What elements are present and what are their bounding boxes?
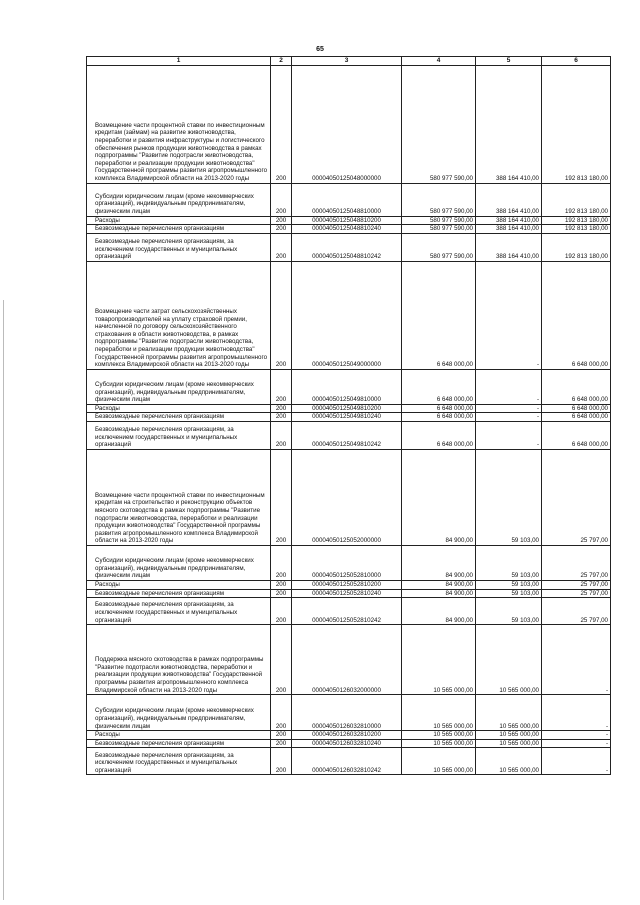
row-kbk: 00004050125048810240	[292, 225, 402, 234]
page-number: 65	[316, 46, 324, 53]
row-name-text: Безвозмездные перечисления организациям	[95, 739, 224, 747]
row-value-col5: 59 103,00	[476, 545, 542, 580]
row-kbk: 00004050125049000000	[292, 261, 402, 369]
row-name-text: Возмещение части процентной ставки по инвестиционным кредитам (займам) на развитие животноводства, переработки и развития инфраструктуры и логистического обеспечения рынков продукции животноводства в рамках подпрограммы "Развитие подотрасли животноводства, переработки и реализации продукции животноводства" Государственной программы развития агропромышленного комплекса Владимирской области на 2013-2020 годы	[95, 121, 268, 182]
row-name	[87, 404, 271, 413]
row-value-col4: 10 565 000,00	[402, 748, 476, 775]
row-value-col4: 580 977 590,00	[402, 65, 476, 183]
row-code: 200	[271, 413, 292, 422]
row-kbk: 00004050125049810000	[292, 369, 402, 404]
column-header-4: 4	[402, 57, 476, 66]
row-code: 200	[271, 261, 292, 369]
row-name-text: Безвозмездные перечисления организациям, за исключением государственных и муниципальных организаций	[95, 238, 238, 261]
column-header-5: 5	[476, 57, 542, 66]
table-row	[87, 233, 611, 261]
row-value-col6: 25 797,00	[542, 580, 611, 589]
row-value-col5: 10 565 000,00	[476, 731, 542, 740]
row-name-text: Поддержка мясного скотоводства в рамках подпрограммы "Развитие подотрасли животноводства, переработки и реализации продукции животноводства" Государственной программы развития агропромышленного комплекса Владимирской области на 2013-2020 годы	[95, 656, 264, 694]
table-row	[87, 598, 611, 625]
row-value-col5: 388 164 410,00	[476, 225, 542, 234]
row-name	[87, 216, 271, 225]
row-kbk: 00004050125048810200	[292, 216, 402, 225]
row-value-col4: 10 565 000,00	[402, 731, 476, 740]
row-name-text: Возмещение части затрат сельскохозяйственных товаропроизводителей на уплату страховой премии, начисленной по договору сельскохозяйственного страхования в области животноводства, в рамках подпрограммы "Развитие подотрасли животноводства, переработки и реализации продукции животноводства" Государственной программы развития агропромышленного комплекса Владимирской области на 2013-2020 годы	[95, 308, 268, 369]
row-value-col4: 580 977 590,00	[402, 216, 476, 225]
row-name	[87, 183, 271, 216]
row-value-col5: 10 565 000,00	[476, 625, 542, 695]
row-kbk: 00004050125049810242	[292, 421, 402, 449]
row-value-col4: 10 565 000,00	[402, 625, 476, 695]
row-name-text: Расходы	[95, 404, 120, 412]
row-value-col6: -	[542, 748, 611, 775]
row-kbk: 00004050126032810242	[292, 748, 402, 775]
row-name	[87, 421, 271, 449]
row-name-text: Безвозмездные перечисления организациям	[95, 589, 224, 597]
row-code: 200	[271, 449, 292, 545]
row-name-text: Безвозмездные перечисления организациям	[95, 225, 224, 233]
row-kbk: 00004050125052810000	[292, 545, 402, 580]
table-row	[87, 739, 611, 748]
row-value-col4: 10 565 000,00	[402, 739, 476, 748]
row-name-text: Безвозмездные перечисления организациям, за исключением государственных и муниципальных организаций	[95, 426, 238, 449]
row-code: 200	[271, 545, 292, 580]
row-name-text: Возмещение части процентной ставки по инвестиционным кредитам на строительство и реконструкцию объектов мясного скотоводства в рамках подпрограммы "Развитие подотрасли животноводства, переработки и реализации продукции животноводства" Государственной программы развития агропромышленного комплекса Владимирской области на 2013-2020 годы	[95, 491, 265, 545]
row-name-text: Расходы	[95, 580, 120, 588]
row-value-col6: 25 797,00	[542, 545, 611, 580]
row-code: 200	[271, 216, 292, 225]
row-value-col4: 580 977 590,00	[402, 183, 476, 216]
row-value-col4: 580 977 590,00	[402, 225, 476, 234]
table-row	[87, 545, 611, 580]
row-code: 200	[271, 731, 292, 740]
column-header-6: 6	[542, 57, 611, 66]
table-row	[87, 695, 611, 731]
row-value-col6: 192 813 180,00	[542, 183, 611, 216]
row-code: 200	[271, 183, 292, 216]
row-kbk: 00004050126032000000	[292, 625, 402, 695]
row-value-col5: 388 164 410,00	[476, 233, 542, 261]
row-kbk: 00004050125048810000	[292, 183, 402, 216]
row-name-text: Безвозмездные перечисления организациям	[95, 413, 224, 421]
row-value-col6: 6 648 000,00	[542, 369, 611, 404]
row-value-col5: 59 103,00	[476, 589, 542, 598]
row-name-text: Расходы	[95, 731, 120, 739]
row-value-col6: 25 797,00	[542, 449, 611, 545]
row-code: 200	[271, 369, 292, 404]
row-value-col5: 10 565 000,00	[476, 739, 542, 748]
row-code: 200	[271, 65, 292, 183]
row-name	[87, 65, 271, 183]
row-name	[87, 545, 271, 580]
row-value-col5: -	[476, 404, 542, 413]
row-name	[87, 233, 271, 261]
row-name	[87, 580, 271, 589]
table-row	[87, 589, 611, 598]
row-kbk: 00004050126032810000	[292, 695, 402, 731]
row-kbk: 00004050126032810240	[292, 739, 402, 748]
row-kbk: 00004050125049810200	[292, 404, 402, 413]
row-code: 200	[271, 404, 292, 413]
row-value-col4: 6 648 000,00	[402, 413, 476, 422]
row-value-col4: 84 900,00	[402, 589, 476, 598]
row-code: 200	[271, 580, 292, 589]
row-kbk: 00004050125052810240	[292, 589, 402, 598]
row-value-col6: -	[542, 625, 611, 695]
scan-edge-line	[3, 300, 4, 900]
row-name	[87, 449, 271, 545]
table-row	[87, 449, 611, 545]
table-row	[87, 216, 611, 225]
row-kbk: 00004050125048810242	[292, 233, 402, 261]
row-value-col4: 6 648 000,00	[402, 369, 476, 404]
row-name-text: Субсидии юридическим лицам (кроме некоммерческих организаций), индивидуальным предпринимателям, физическим лицам	[95, 707, 254, 730]
row-name	[87, 413, 271, 422]
row-code: 200	[271, 598, 292, 625]
row-code: 200	[271, 233, 292, 261]
column-header-3: 3	[292, 57, 402, 66]
row-kbk: 00004050125049810240	[292, 413, 402, 422]
row-value-col6: 6 648 000,00	[542, 413, 611, 422]
row-value-col4: 84 900,00	[402, 449, 476, 545]
row-name	[87, 748, 271, 775]
row-kbk: 00004050125052810200	[292, 580, 402, 589]
row-value-col5: -	[476, 413, 542, 422]
row-value-col5: 388 164 410,00	[476, 216, 542, 225]
row-code: 200	[271, 589, 292, 598]
row-name-text: Безвозмездные перечисления организациям, за исключением государственных и муниципальных организаций	[95, 751, 238, 774]
table-row	[87, 65, 611, 183]
row-code: 200	[271, 625, 292, 695]
row-name	[87, 261, 271, 369]
row-kbk: 00004050125052000000	[292, 449, 402, 545]
row-name-text: Субсидии юридическим лицам (кроме некоммерческих организаций), индивидуальным предпринимателям, физическим лицам	[95, 557, 254, 580]
row-name	[87, 598, 271, 625]
row-value-col6: 192 813 180,00	[542, 225, 611, 234]
row-code: 200	[271, 225, 292, 234]
row-value-col6: 6 648 000,00	[542, 421, 611, 449]
row-value-col5: 59 103,00	[476, 598, 542, 625]
row-value-col6: 25 797,00	[542, 589, 611, 598]
row-name	[87, 739, 271, 748]
row-name-text: Субсидии юридическим лицам (кроме некоммерческих организаций), индивидуальным предпринимателям, физическим лицам	[95, 192, 254, 215]
row-value-col6: -	[542, 739, 611, 748]
row-code: 200	[271, 748, 292, 775]
row-name-text: Расходы	[95, 216, 120, 224]
row-value-col6: 192 813 180,00	[542, 216, 611, 225]
row-kbk: 00004050125048000000	[292, 65, 402, 183]
row-name-text: Безвозмездные перечисления организациям, за исключением государственных и муниципальных организаций	[95, 601, 238, 624]
row-value-col4: 84 900,00	[402, 545, 476, 580]
budget-table	[86, 56, 611, 775]
row-name	[87, 225, 271, 234]
header-row	[87, 57, 611, 66]
row-code: 200	[271, 739, 292, 748]
row-code: 200	[271, 421, 292, 449]
row-value-col4: 84 900,00	[402, 580, 476, 589]
row-value-col6: 192 813 180,00	[542, 233, 611, 261]
row-value-col5: 10 565 000,00	[476, 748, 542, 775]
row-name	[87, 731, 271, 740]
row-value-col5: -	[476, 421, 542, 449]
row-value-col4: 6 648 000,00	[402, 261, 476, 369]
row-name-text: Субсидии юридическим лицам (кроме некоммерческих организаций), индивидуальным предпринимателям, физическим лицам	[95, 381, 254, 404]
table-row	[87, 625, 611, 695]
table-row	[87, 731, 611, 740]
table-row	[87, 413, 611, 422]
row-value-col4: 10 565 000,00	[402, 695, 476, 731]
row-value-col6: 6 648 000,00	[542, 404, 611, 413]
row-value-col4: 6 648 000,00	[402, 404, 476, 413]
row-value-col6: 6 648 000,00	[542, 261, 611, 369]
row-value-col5: 59 103,00	[476, 580, 542, 589]
row-value-col6: 25 797,00	[542, 598, 611, 625]
row-value-col6: 192 813 180,00	[542, 65, 611, 183]
row-value-col5: -	[476, 261, 542, 369]
row-value-col6: -	[542, 695, 611, 731]
row-value-col5: 10 565 000,00	[476, 695, 542, 731]
column-header-1: 1	[87, 57, 271, 66]
column-header-2: 2	[271, 57, 292, 66]
row-kbk: 00004050126032810200	[292, 731, 402, 740]
row-value-col5: 388 164 410,00	[476, 183, 542, 216]
table-row	[87, 369, 611, 404]
row-name	[87, 369, 271, 404]
table-row	[87, 748, 611, 775]
row-value-col5: -	[476, 369, 542, 404]
table-row	[87, 225, 611, 234]
row-value-col4: 6 648 000,00	[402, 421, 476, 449]
row-value-col5: 388 164 410,00	[476, 65, 542, 183]
row-kbk: 00004050125052810242	[292, 598, 402, 625]
row-name	[87, 695, 271, 731]
table-row	[87, 421, 611, 449]
row-value-col6: -	[542, 731, 611, 740]
row-name	[87, 589, 271, 598]
row-value-col5: 59 103,00	[476, 449, 542, 545]
table-row	[87, 580, 611, 589]
table-row	[87, 404, 611, 413]
row-value-col4: 580 977 590,00	[402, 233, 476, 261]
table-row	[87, 261, 611, 369]
table-row	[87, 183, 611, 216]
row-name	[87, 625, 271, 695]
row-value-col4: 84 900,00	[402, 598, 476, 625]
row-code: 200	[271, 695, 292, 731]
